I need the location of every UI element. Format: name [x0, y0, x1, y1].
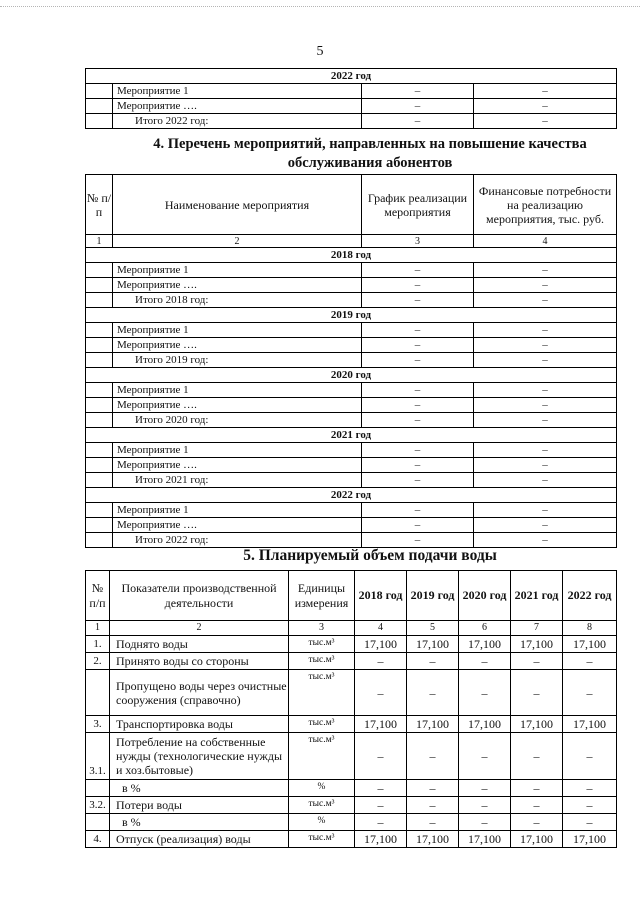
year-value: 17,100	[511, 636, 563, 653]
schedule-cell: –	[362, 533, 474, 548]
year-value: 17,100	[459, 831, 511, 848]
col-number: 1	[86, 235, 113, 248]
table-row	[86, 114, 617, 129]
row-number-cell	[86, 518, 113, 533]
event-name: Мероприятие ….	[113, 278, 362, 293]
year-value: –	[355, 797, 407, 814]
unit-cell: тыс.м³	[289, 733, 355, 780]
row-number	[86, 814, 110, 831]
schedule-cell: –	[362, 473, 474, 488]
row-number-cell	[86, 503, 113, 518]
row-number-cell	[86, 278, 113, 293]
year-value: –	[511, 653, 563, 670]
finance-cell: –	[474, 458, 617, 473]
table-row	[86, 263, 617, 278]
year-value: –	[511, 670, 563, 716]
event-total: Итого 2021 год:	[113, 473, 362, 488]
year-value: –	[511, 797, 563, 814]
finance-cell: –	[474, 323, 617, 338]
col-number: 3	[289, 621, 355, 636]
event-name: Мероприятие ….	[113, 398, 362, 413]
schedule-cell: –	[362, 263, 474, 278]
row-number: 4.	[86, 831, 110, 848]
finance-cell: –	[474, 383, 617, 398]
year-value: –	[407, 653, 459, 670]
col-number: 4	[355, 621, 407, 636]
finance-cell: –	[474, 278, 617, 293]
table-row	[86, 99, 617, 114]
unit-cell: тыс.м³	[289, 716, 355, 733]
table-row	[86, 733, 617, 780]
finance-cell: –	[474, 353, 617, 368]
indicator-name: Потребление на собственные нужды (технологические нужды и хоз.бытовые)	[110, 733, 289, 780]
unit-cell: тыс.м³	[289, 670, 355, 716]
schedule-cell: –	[362, 413, 474, 428]
year-value: –	[407, 797, 459, 814]
indicator-name: Транспортировка воды	[110, 716, 289, 733]
top-events-table	[85, 68, 617, 129]
event-name: Мероприятие 1	[113, 263, 362, 278]
table-row	[86, 398, 617, 413]
year-value: –	[563, 653, 617, 670]
col-number: 7	[511, 621, 563, 636]
year-heading: 2020 год	[86, 368, 617, 383]
year-value: –	[511, 733, 563, 780]
event-name: Мероприятие 1	[113, 84, 362, 99]
finance-cell: –	[474, 473, 617, 488]
schedule-cell: –	[362, 84, 474, 99]
col-number: 4	[474, 235, 617, 248]
year-value: –	[459, 653, 511, 670]
event-total: Итого 2020 год:	[113, 413, 362, 428]
unit-cell: тыс.м³	[289, 653, 355, 670]
event-total: Итого 2019 год:	[113, 353, 362, 368]
year-value: –	[459, 797, 511, 814]
table-row	[86, 84, 617, 99]
table-row	[86, 323, 617, 338]
row-number-cell	[86, 338, 113, 353]
table-row	[86, 831, 617, 848]
row-number-cell	[86, 473, 113, 488]
year-value: –	[355, 670, 407, 716]
column-number-row	[86, 235, 617, 248]
year-value: –	[511, 780, 563, 797]
finance-cell: –	[474, 84, 617, 99]
year-value: –	[459, 780, 511, 797]
row-number: 3.	[86, 716, 110, 733]
unit-cell: %	[289, 814, 355, 831]
indicator-name: Потери воды	[110, 797, 289, 814]
column-number-row	[86, 621, 617, 636]
scan-edge-line	[0, 6, 640, 7]
unit-cell: %	[289, 780, 355, 797]
row-number-cell	[86, 353, 113, 368]
finance-cell: –	[474, 338, 617, 353]
table-row	[86, 716, 617, 733]
table-row	[86, 670, 617, 716]
finance-cell: –	[474, 293, 617, 308]
year-value: 17,100	[563, 716, 617, 733]
year-value: –	[563, 814, 617, 831]
row-number-cell	[86, 443, 113, 458]
finance-cell: –	[474, 263, 617, 278]
col-header-finance: Финансовые потребности на реализацию мероприятия, тыс. руб.	[474, 175, 617, 235]
year-value: 17,100	[511, 831, 563, 848]
year-value: 17,100	[563, 831, 617, 848]
col-header-no: № п/п	[86, 175, 113, 235]
year-value: –	[459, 814, 511, 831]
row-number	[86, 780, 110, 797]
schedule-cell: –	[362, 278, 474, 293]
year-value: –	[563, 733, 617, 780]
finance-cell: –	[474, 443, 617, 458]
schedule-cell: –	[362, 518, 474, 533]
schedule-cell: –	[362, 458, 474, 473]
col-header-no: № п/п	[86, 571, 110, 621]
table-row	[86, 518, 617, 533]
schedule-cell: –	[362, 293, 474, 308]
year-value: –	[511, 814, 563, 831]
table-row	[86, 473, 617, 488]
col-number: 2	[113, 235, 362, 248]
year-value: 17,100	[355, 831, 407, 848]
year-value: –	[355, 780, 407, 797]
unit-cell: тыс.м³	[289, 797, 355, 814]
table-row	[86, 458, 617, 473]
row-number-cell	[86, 413, 113, 428]
table-row	[86, 413, 617, 428]
year-value: –	[355, 733, 407, 780]
table-row	[86, 780, 617, 797]
event-name: Мероприятие 1	[113, 443, 362, 458]
row-number-cell	[86, 263, 113, 278]
event-name: Мероприятие ….	[113, 458, 362, 473]
section5-table	[85, 570, 617, 848]
event-total: Итого 2018 год:	[113, 293, 362, 308]
event-name: Мероприятие ….	[113, 338, 362, 353]
year-heading: 2019 год	[86, 308, 617, 323]
indicator-name: Принято воды со стороны	[110, 653, 289, 670]
col-number: 5	[407, 621, 459, 636]
col-number: 2	[110, 621, 289, 636]
table-row	[86, 814, 617, 831]
row-number: 1.	[86, 636, 110, 653]
schedule-cell: –	[362, 99, 474, 114]
year-value: 17,100	[355, 636, 407, 653]
table-row	[86, 293, 617, 308]
table-row	[86, 443, 617, 458]
finance-cell: –	[474, 503, 617, 518]
year-value: –	[355, 653, 407, 670]
col-header-year: 2020 год	[459, 571, 511, 621]
unit-cell: тыс.м³	[289, 636, 355, 653]
year-value: 17,100	[563, 636, 617, 653]
row-number	[86, 670, 110, 716]
row-number-cell	[86, 533, 113, 548]
table-row	[86, 653, 617, 670]
row-number-cell	[86, 458, 113, 473]
col-number: 6	[459, 621, 511, 636]
col-header-year: 2019 год	[407, 571, 459, 621]
row-number: 3.2.	[86, 797, 110, 814]
row-number-cell	[86, 293, 113, 308]
section4-title: 4. Перечень мероприятий, направленных на повышение качества обслуживания абонентов	[153, 136, 587, 171]
schedule-cell: –	[362, 114, 474, 129]
event-name: Мероприятие 1	[113, 323, 362, 338]
year-value: –	[355, 814, 407, 831]
event-name: Мероприятие ….	[113, 99, 362, 114]
indicator-name: Поднято воды	[110, 636, 289, 653]
year-value: 17,100	[407, 636, 459, 653]
col-header-year: 2022 год	[563, 571, 617, 621]
year-value: 17,100	[459, 716, 511, 733]
schedule-cell: –	[362, 353, 474, 368]
col-number: 8	[563, 621, 617, 636]
table-row	[86, 278, 617, 293]
schedule-cell: –	[362, 398, 474, 413]
year-value: –	[407, 670, 459, 716]
year-value: 17,100	[459, 636, 511, 653]
unit-cell: тыс.м³	[289, 831, 355, 848]
event-name: Мероприятие 1	[113, 503, 362, 518]
year-heading: 2022 год	[86, 69, 617, 84]
schedule-cell: –	[362, 383, 474, 398]
year-value: –	[563, 670, 617, 716]
finance-cell: –	[474, 398, 617, 413]
year-heading: 2021 год	[86, 428, 617, 443]
finance-cell: –	[474, 413, 617, 428]
page-number: 5	[316, 44, 324, 59]
finance-cell: –	[474, 114, 617, 129]
year-value: –	[459, 670, 511, 716]
year-value: 17,100	[407, 831, 459, 848]
col-header-year: 2018 год	[355, 571, 407, 621]
year-value: –	[407, 814, 459, 831]
event-total: Итого 2022 год:	[113, 533, 362, 548]
year-heading: 2022 год	[86, 488, 617, 503]
row-number-cell	[86, 398, 113, 413]
table-row	[86, 636, 617, 653]
year-value: –	[407, 733, 459, 780]
event-name: Мероприятие ….	[113, 518, 362, 533]
col-header-unit: Единицы измерения	[289, 571, 355, 621]
year-value: –	[459, 733, 511, 780]
indicator-name: в %	[110, 814, 289, 831]
col-number: 1	[86, 621, 110, 636]
table-row	[86, 338, 617, 353]
year-heading: 2018 год	[86, 248, 617, 263]
year-value: –	[407, 780, 459, 797]
finance-cell: –	[474, 99, 617, 114]
col-header-name: Наименование мероприятия	[113, 175, 362, 235]
schedule-cell: –	[362, 323, 474, 338]
year-value: 17,100	[407, 716, 459, 733]
table-row	[86, 797, 617, 814]
col-header-indicator: Показатели производственной деятельности	[110, 571, 289, 621]
indicator-name: Пропущено воды через очистные сооружения (справочно)	[110, 670, 289, 716]
event-name: Мероприятие 1	[113, 383, 362, 398]
schedule-cell: –	[362, 503, 474, 518]
row-number-cell	[86, 323, 113, 338]
table-row	[86, 353, 617, 368]
col-number: 3	[362, 235, 474, 248]
col-header-schedule: График реализации мероприятия	[362, 175, 474, 235]
schedule-cell: –	[362, 338, 474, 353]
schedule-cell: –	[362, 443, 474, 458]
row-number: 3.1.	[86, 733, 110, 780]
section5-title: 5. Планируемый объем подачи воды	[243, 547, 497, 564]
finance-cell: –	[474, 518, 617, 533]
indicator-name: в %	[110, 780, 289, 797]
finance-cell: –	[474, 533, 617, 548]
row-number-cell	[86, 383, 113, 398]
table-row	[86, 503, 617, 518]
table-row	[86, 383, 617, 398]
col-header-year: 2021 год	[511, 571, 563, 621]
year-value: –	[563, 780, 617, 797]
year-value: 17,100	[511, 716, 563, 733]
event-total: Итого 2022 год:	[113, 114, 362, 129]
indicator-name: Отпуск (реализация) воды	[110, 831, 289, 848]
year-value: 17,100	[355, 716, 407, 733]
section4-table	[85, 174, 617, 548]
year-value: –	[563, 797, 617, 814]
row-number: 2.	[86, 653, 110, 670]
